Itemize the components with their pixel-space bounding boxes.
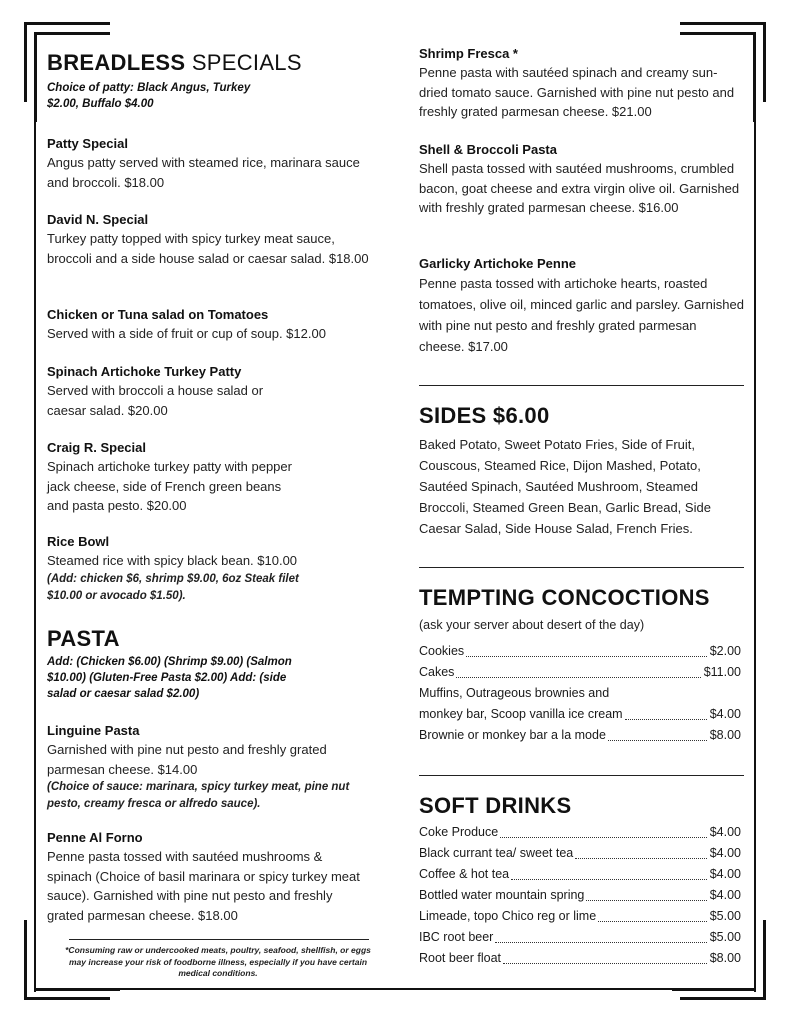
item-name: Garlicky Artichoke Penne [419, 256, 577, 271]
drink-row [419, 822, 741, 843]
item-description [47, 551, 387, 605]
item-description: Served with broccoli a house salad or caesar salad. $20.00 [47, 383, 264, 418]
foodborne-illness-footnote: *Consuming raw or undercooked meats, poultry, seafood, shellfish, or eggs may increase your risk of foodborne illness, especially if you have certain medical conditions. [65, 945, 371, 978]
dessert-label: Cookies [419, 644, 465, 658]
item-description [47, 740, 387, 813]
item-name: Rice Bowl [47, 534, 110, 549]
item-name: Shrimp Fresca * [419, 46, 518, 61]
drink-label: Root beer float [419, 951, 501, 965]
item-name: David N. Special [47, 212, 149, 227]
drink-row [419, 864, 741, 885]
item-name: Penne Al Forno [47, 830, 143, 845]
drink-row [419, 906, 741, 927]
menu-item [419, 254, 749, 357]
dessert-row [419, 725, 741, 746]
drink-price: $4.00 [709, 825, 741, 839]
drink-row [419, 927, 741, 948]
soft-drinks-heading: SOFT DRINKS [419, 793, 572, 818]
item-description-text: Garnished with pine nut pesto and freshly grated parmesan cheese. $14.00 [47, 742, 327, 777]
breadless-title-bold: BREADLESS [47, 50, 186, 75]
item-description: Shell pasta tossed with sautéed mushrooms, crumbled bacon, goat cheese and extra virgin olive oil. Garnished with freshly grated parmesan cheese. $16.00 [419, 161, 740, 215]
dessert-price: $8.00 [709, 728, 741, 742]
menu-item [419, 44, 749, 122]
leader-dots [586, 900, 706, 901]
drink-price: $5.00 [709, 909, 741, 923]
dessert-price: $4.00 [709, 707, 741, 721]
leader-dots [608, 740, 707, 741]
menu-item [47, 134, 387, 192]
menu-item [419, 140, 749, 218]
item-addon-note: (Choice of sauce: marinara, spicy turkey meat, pine nut pesto, creamy fresca or alfredo sauce). [47, 781, 350, 810]
breadless-title-light: SPECIALS [191, 50, 302, 75]
drink-label: Coffee & hot tea [419, 867, 510, 881]
leader-dots [495, 942, 706, 943]
item-description-text: Steamed rice with spicy black bean. $10.00 [47, 553, 298, 568]
footnote-divider [69, 939, 369, 940]
leader-dots [625, 719, 707, 720]
desserts-subtitle: (ask your server about desert of the day) [419, 618, 645, 632]
drink-label: Limeade, topo Chico reg or lime [419, 909, 597, 923]
dessert-label: Brownie or monkey bar a la mode [419, 728, 606, 742]
leader-dots [575, 858, 706, 859]
item-description: Penne pasta tossed with sautéed mushrooms & spinach (Choice of basil marinara or spicy turkey meat sauce). Garnished with pine nut pesto and freshly grated parmesan cheese. $18.00 [47, 849, 360, 923]
item-name: Craig R. Special [47, 440, 146, 455]
item-description: Turkey patty topped with spicy turkey meat sauce, broccoli and a side house salad or caesar salad. $18.00 [47, 231, 369, 266]
patty-choice-note: Choice of patty: Black Angus, Turkey $2.00, Buffalo $4.00 [47, 82, 251, 110]
item-description: Spinach artichoke turkey patty with pepper jack cheese, side of French green beans and pasta pesto. $20.00 [47, 459, 292, 513]
drink-label: Black currant tea/ sweet tea [419, 846, 574, 860]
drink-label: IBC root beer [419, 930, 494, 944]
item-description: Penne pasta with sautéed spinach and creamy sun-dried tomato sauce. Garnished with pine nut pesto and freshly grated parmesan cheese. $21.00 [419, 65, 735, 119]
leader-dots [500, 837, 707, 838]
leader-dots [503, 963, 707, 964]
item-addon-note: (Add: chicken $6, shrimp $9.00, 6oz Steak filet $10.00 or avocado $1.50). [47, 572, 299, 602]
dessert-row [419, 704, 741, 725]
leader-dots [456, 677, 700, 678]
leader-dots [511, 879, 707, 880]
pasta-addon-note: Add: (Chicken $6.00) (Shrimp $9.00) (Salmon $10.00) (Gluten-Free Pasta $2.00) Add: (side salad or caesar salad $2.00) [47, 656, 292, 700]
drink-price: $4.00 [709, 888, 741, 902]
item-name: Chicken or Tuna salad on Tomatoes [47, 307, 269, 322]
leader-dots [598, 921, 707, 922]
item-name: Spinach Artichoke Turkey Patty [47, 364, 242, 379]
leader-dots [466, 656, 707, 657]
dessert-row [419, 683, 741, 704]
menu-item [47, 305, 387, 344]
dessert-label: monkey bar, Scoop vanilla ice cream [419, 707, 623, 721]
section-divider [419, 775, 744, 776]
item-description: Served with a side of fruit or cup of soup. $12.00 [47, 326, 326, 341]
drink-label: Coke Produce [419, 825, 499, 839]
drink-price: $8.00 [709, 951, 741, 965]
menu-item [47, 438, 387, 516]
drink-row [419, 885, 741, 906]
section-divider [419, 385, 744, 386]
sides-heading: SIDES $6.00 [419, 403, 550, 428]
item-name: Patty Special [47, 136, 128, 151]
dessert-label: Muffins, Outrageous brownies and [419, 686, 610, 700]
dessert-price: $2.00 [709, 644, 741, 658]
sides-list: Baked Potato, Sweet Potato Fries, Side of Fruit, Couscous, Steamed Rice, Dijon Mashed, Potato, Sautéed Spinach, Sautéed Mushroom, Steamed Broccoli, Steamed Green Bean, Garlic Bread, Side Caesar Salad, Side House Salad, French Fries. [419, 437, 711, 536]
menu-item [47, 721, 387, 813]
item-description: Angus patty served with steamed rice, marinara sauce and broccoli. $18.00 [47, 155, 360, 190]
drink-price: $4.00 [709, 867, 741, 881]
menu-item [47, 828, 387, 925]
breadless-specials-heading [47, 50, 302, 76]
tempting-concoctions-heading: TEMPTING CONCOCTIONS [419, 585, 710, 610]
drink-row [419, 948, 741, 969]
dessert-row [419, 662, 741, 683]
dessert-label: Cakes [419, 665, 455, 679]
menu-item [47, 532, 387, 605]
drink-price: $4.00 [709, 846, 741, 860]
item-description: Penne pasta tossed with artichoke hearts, roasted tomatoes, olive oil, minced garlic and parsley. Garnished with pine nut pesto and freshly grated parmesan cheese. $17.00 [419, 276, 744, 354]
menu-item [47, 362, 387, 420]
section-divider [419, 567, 744, 568]
drink-row [419, 843, 741, 864]
item-name: Shell & Broccoli Pasta [419, 142, 557, 157]
pasta-heading: PASTA [47, 626, 120, 651]
drink-price: $5.00 [709, 930, 741, 944]
dessert-price: $11.00 [703, 665, 741, 679]
item-name: Linguine Pasta [47, 723, 140, 738]
dessert-row [419, 641, 741, 662]
drink-label: Bottled water mountain spring [419, 888, 585, 902]
menu-item [47, 210, 387, 268]
